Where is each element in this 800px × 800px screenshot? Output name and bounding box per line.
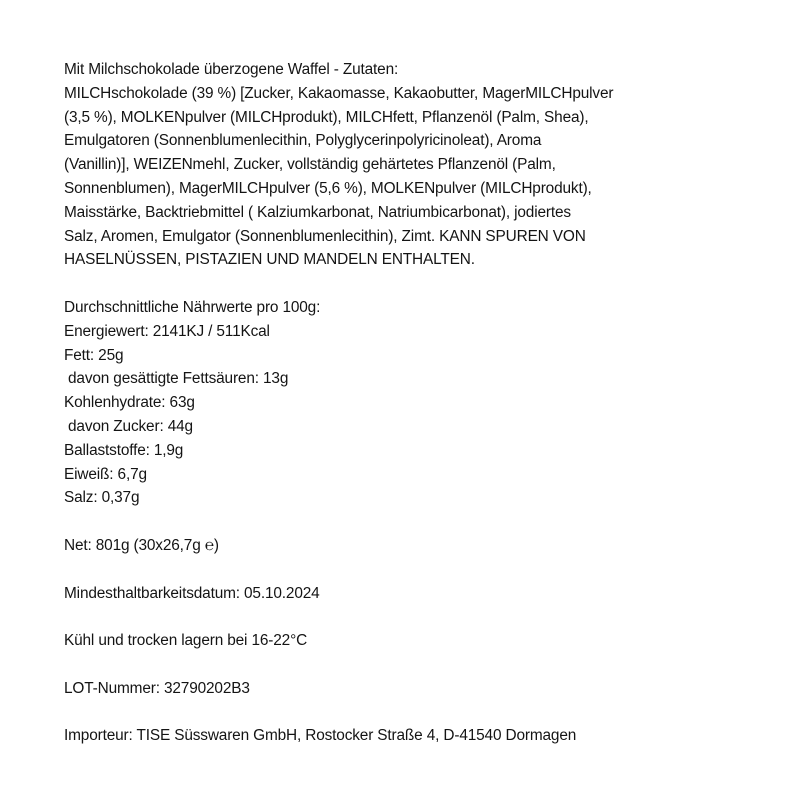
spacer [64, 653, 744, 677]
nutrition-sugar: davon Zucker: 44g [68, 417, 193, 435]
ingredients-section [64, 58, 744, 272]
spacer [64, 605, 744, 629]
nutrition-heading: Durchschnittliche Nährwerte pro 100g: [64, 298, 321, 316]
ingredients-line-7: Salz, Aromen, Emulgator (Sonnenblumenlecithin), Zimt. KANN SPUREN VON [64, 227, 586, 245]
nutrition-protein: Eiweiß: 6,7g [64, 465, 147, 483]
ingredients-line-4: (Vanillin)], WEIZENmehl, Zucker, vollständig gehärtetes Pflanzenöl (Palm, [64, 156, 556, 174]
spacer [64, 558, 744, 582]
lot-number: LOT-Nummer: 32790202B3 [64, 679, 250, 697]
ingredients-line-2: (3,5 %), MOLKENpulver (MILCHprodukt), MILCHfett, Pflanzenöl (Palm, Shea), [64, 108, 589, 126]
ingredients-line-3: Emulgatoren (Sonnenblumenlecithin, Polyglycerinpolyricinoleat), Aroma [64, 132, 542, 150]
ingredients-line-5: Sonnenblumen), MagerMILCHpulver (5,6 %), MOLKENpulver (MILCHprodukt), [64, 179, 592, 197]
ingredients-line-1: MILCHschokolade (39 %) [Zucker, Kakaomasse, Kakaobutter, MagerMILCHpulver [64, 84, 614, 102]
ingredients-heading: Mit Milchschokolade überzogene Waffel - Zutaten: [64, 61, 399, 78]
ingredients-line-8: HASELNÜSSEN, PISTAZIEN UND MANDELN ENTHALTEN. [64, 251, 475, 269]
nutrition-fat: Fett: 25g [64, 346, 124, 364]
best-before-date: Mindesthaltbarkeitsdatum: 05.10.2024 [64, 584, 320, 602]
nutrition-saturated-fat: davon gesättigte Fettsäuren: 13g [68, 370, 289, 388]
spacer [64, 701, 744, 725]
spacer [64, 272, 744, 296]
nutrition-fiber: Ballaststoffe: 1,9g [64, 441, 184, 459]
product-label [64, 58, 744, 748]
storage-instructions: Kühl und trocken lagern bei 16-22°C [64, 632, 308, 650]
net-weight: Net: 801g (30x26,7g ℮) [64, 536, 219, 554]
nutrition-carbohydrates: Kohlenhydrate: 63g [64, 394, 195, 412]
nutrition-energy: Energiewert: 2141KJ / 511Kcal [64, 322, 270, 340]
nutrition-salt: Salz: 0,37g [64, 489, 140, 507]
ingredients-line-6: Maisstärke, Backtriebmittel ( Kalziumkarbonat, Natriumbicarbonat), jodiertes [64, 203, 571, 221]
importer-info: Importeur: TISE Süsswaren GmbH, Rostocker Straße 4, D-41540 Dormagen [64, 727, 577, 745]
nutrition-section [64, 296, 744, 510]
spacer [64, 510, 744, 534]
